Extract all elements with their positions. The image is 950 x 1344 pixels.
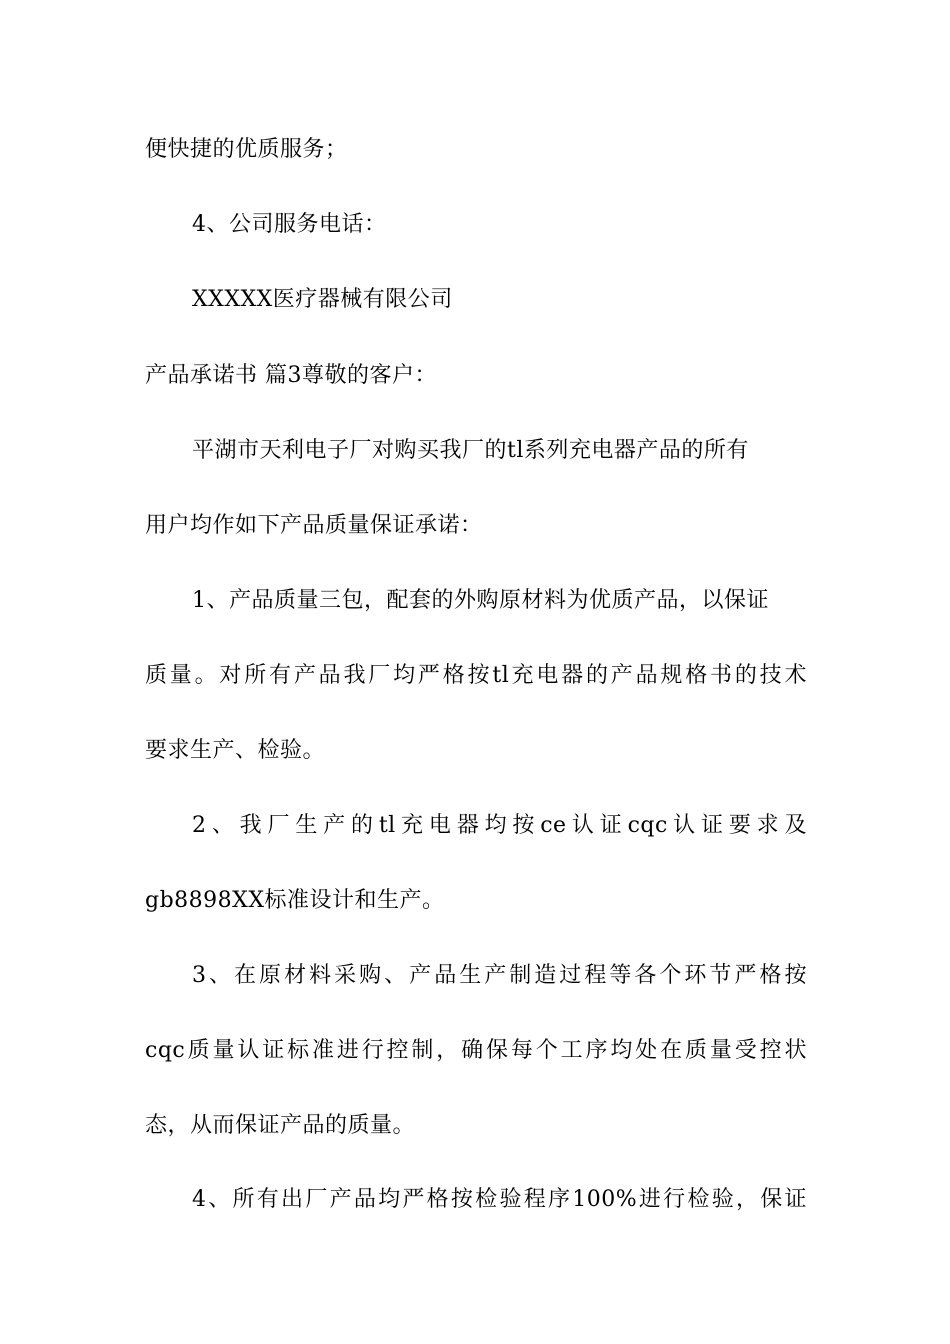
text-line: 3、在原材料采购、产品生产制造过程等各个环节严格按 xyxy=(192,963,807,988)
text-line: cqc质量认证标准进行控制，确保每个工序均处在质量受控状 xyxy=(145,1038,807,1063)
text-line: 态，从而保证产品的质量。 xyxy=(145,1113,416,1138)
text-line: 1、产品质量三包，配套的外购原材料为优质产品，以保证 xyxy=(192,588,769,613)
text-line: 用户均作如下产品质量保证承诺： xyxy=(145,513,483,538)
text-line: XXXXX医疗器械有限公司 xyxy=(192,287,453,312)
text-line: 4、所有出厂产品均严格按检验程序100%进行检验，保证 xyxy=(192,1187,807,1212)
text-line: 便快捷的优质服务； xyxy=(145,137,348,162)
text-line: 要求生产、检验。 xyxy=(145,738,326,763)
text-line: gb8898XX标准设计和生产。 xyxy=(145,888,445,913)
text-line: 4、公司服务电话： xyxy=(192,212,387,237)
text-line: 平湖市天利电子厂对购买我厂的tl系列充电器产品的所有 xyxy=(192,438,749,463)
text-line: 质量。对所有产品我厂均严格按tl充电器的产品规格书的技术 xyxy=(145,663,807,688)
text-line: 2、我厂生产的tl充电器均按ce认证cqc认证要求及 xyxy=(192,813,807,838)
section-heading: 产品承诺书 篇3尊敬的客户： xyxy=(145,363,437,388)
